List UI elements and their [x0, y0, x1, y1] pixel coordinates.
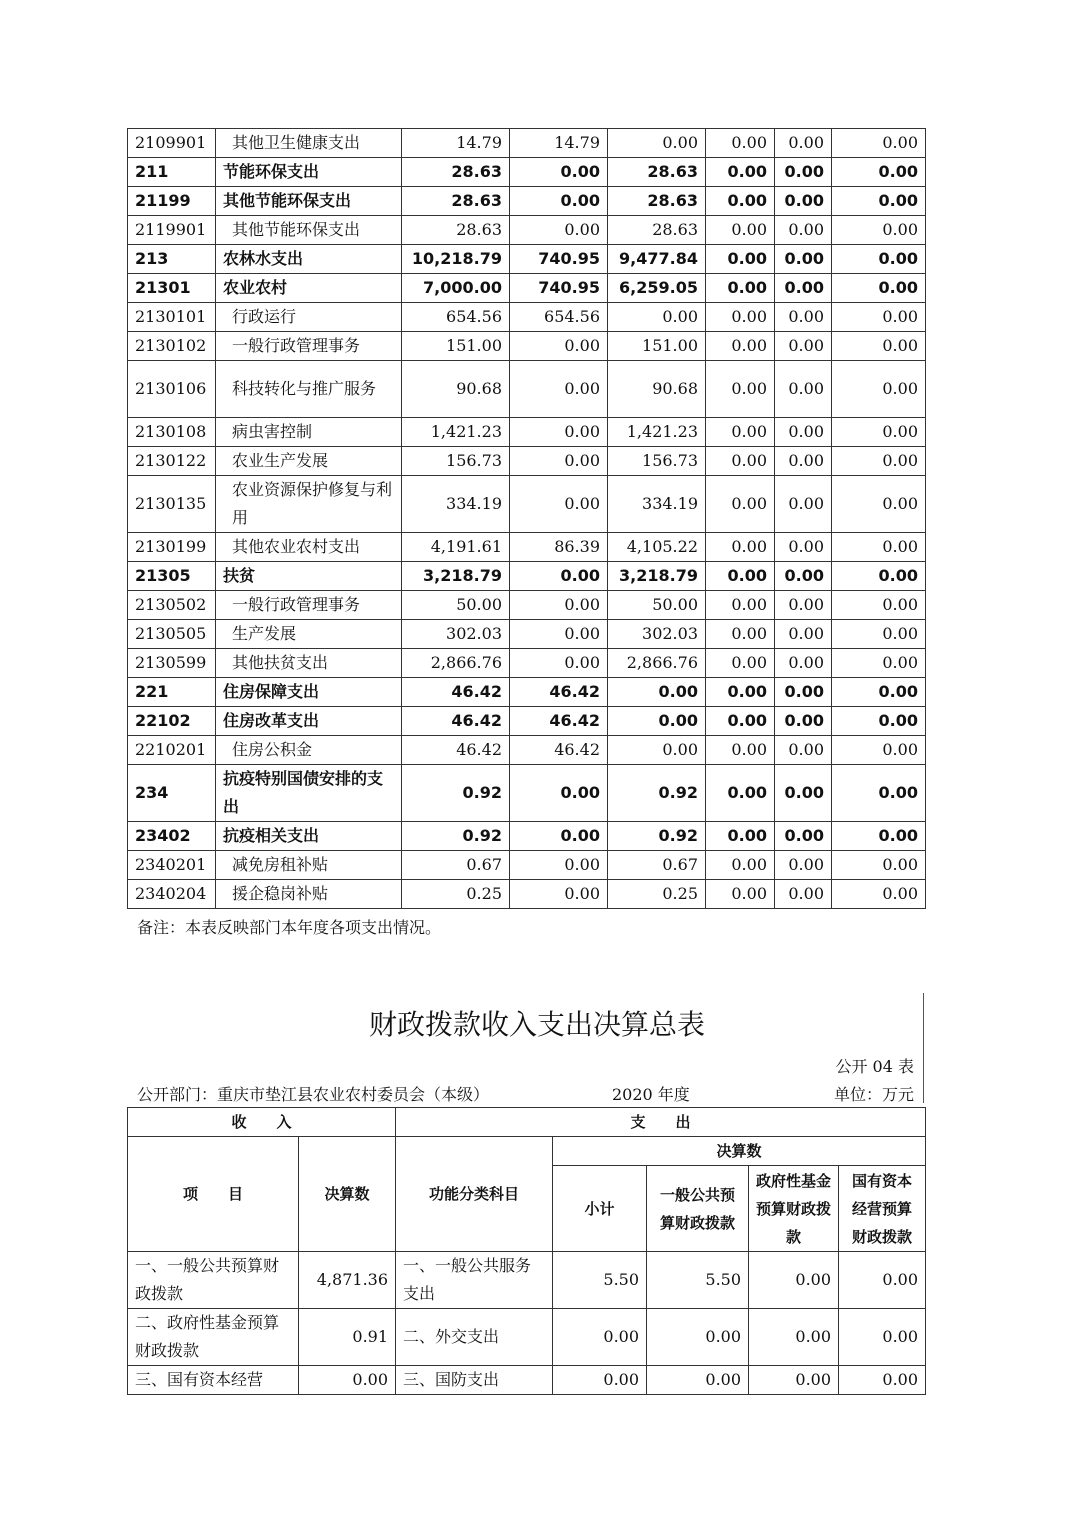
project-cell: 0.00: [608, 736, 706, 765]
project-cell: 90.68: [608, 361, 706, 418]
basic-cell: 0.00: [510, 822, 608, 851]
c6-cell: 0.00: [832, 187, 926, 216]
total-cell: 28.63: [402, 158, 510, 187]
income-amount-cell: 0.00: [299, 1366, 396, 1395]
project-cell: 0.67: [608, 851, 706, 880]
c5-cell: 0.00: [775, 245, 832, 274]
name-cell: 其他扶贫支出: [216, 649, 402, 678]
table-row: [128, 158, 926, 187]
c4-cell: 0.00: [706, 678, 775, 707]
code-cell: 2130106: [128, 361, 216, 418]
code-cell: 234: [128, 765, 216, 822]
c6-cell: 0.00: [832, 822, 926, 851]
gov-fund-cell: 0.00: [749, 1309, 839, 1366]
project-cell: 0.00: [608, 129, 706, 158]
c5-cell: 0.00: [775, 158, 832, 187]
c5-cell: 0.00: [775, 361, 832, 418]
c4-cell: 0.00: [706, 216, 775, 245]
total-cell: 2,866.76: [402, 649, 510, 678]
name-cell: 病虫害控制: [216, 418, 402, 447]
c5-cell: 0.00: [775, 303, 832, 332]
table-row: [128, 620, 926, 649]
final-amount-header: 决算数: [299, 1137, 396, 1252]
project-cell: 0.92: [608, 822, 706, 851]
table-row: [128, 361, 926, 418]
c4-cell: 0.00: [706, 418, 775, 447]
project-cell: 151.00: [608, 332, 706, 361]
c4-cell: 0.00: [706, 707, 775, 736]
subtotal-cell: 5.50: [553, 1252, 647, 1309]
c4-cell: 0.00: [706, 187, 775, 216]
basic-cell: 0.00: [510, 851, 608, 880]
c6-cell: 0.00: [832, 447, 926, 476]
c5-cell: 0.00: [775, 649, 832, 678]
expense-item-cell: 一、一般公共服务支出: [396, 1252, 553, 1309]
total-cell: 3,218.79: [402, 562, 510, 591]
c5-cell: 0.00: [775, 591, 832, 620]
c4-cell: 0.00: [706, 303, 775, 332]
c6-cell: 0.00: [832, 533, 926, 562]
table-row: [128, 245, 926, 274]
code-cell: 22102: [128, 707, 216, 736]
table-row: [128, 562, 926, 591]
table-row: [128, 591, 926, 620]
basic-cell: 0.00: [510, 447, 608, 476]
c6-cell: 0.00: [832, 678, 926, 707]
project-cell: 0.25: [608, 880, 706, 909]
basic-cell: 0.00: [510, 562, 608, 591]
c6-cell: 0.00: [832, 303, 926, 332]
code-cell: 221: [128, 678, 216, 707]
c4-cell: 0.00: [706, 245, 775, 274]
table-row: [128, 274, 926, 303]
state-capital-cell: 0.00: [839, 1252, 926, 1309]
page-title: 财政拨款收入支出决算总表: [368, 1008, 705, 1041]
general-budget-header: 一般公共预算财政拨款: [647, 1166, 749, 1252]
c6-cell: 0.00: [832, 620, 926, 649]
total-cell: 156.73: [402, 447, 510, 476]
total-cell: 50.00: [402, 591, 510, 620]
c5-cell: 0.00: [775, 418, 832, 447]
c6-cell: 0.00: [832, 765, 926, 822]
basic-cell: 654.56: [510, 303, 608, 332]
c5-cell: 0.00: [775, 880, 832, 909]
table-row: [128, 303, 926, 332]
c5-cell: 0.00: [775, 736, 832, 765]
c4-cell: 0.00: [706, 851, 775, 880]
total-cell: 302.03: [402, 620, 510, 649]
name-cell: 扶贫: [216, 562, 402, 591]
code-cell: 23402: [128, 822, 216, 851]
c6-cell: 0.00: [832, 880, 926, 909]
project-cell: 0.00: [608, 303, 706, 332]
total-cell: 4,191.61: [402, 533, 510, 562]
project-cell: 156.73: [608, 447, 706, 476]
expense-detail-table: [127, 128, 926, 909]
c4-cell: 0.00: [706, 332, 775, 361]
income-item-cell: 三、国有资本经营: [128, 1366, 299, 1395]
c5-cell: 0.00: [775, 707, 832, 736]
expense-header: 支 出: [396, 1108, 926, 1137]
total-cell: 46.42: [402, 678, 510, 707]
total-cell: 1,421.23: [402, 418, 510, 447]
project-cell: 334.19: [608, 476, 706, 533]
project-cell: 0.00: [608, 678, 706, 707]
general-budget-cell: 0.00: [647, 1366, 749, 1395]
project-cell: 2,866.76: [608, 649, 706, 678]
project-cell: 3,218.79: [608, 562, 706, 591]
basic-cell: 0.00: [510, 332, 608, 361]
name-cell: 节能环保支出: [216, 158, 402, 187]
name-cell: 援企稳岗补贴: [216, 880, 402, 909]
basic-cell: 740.95: [510, 245, 608, 274]
code-cell: 21305: [128, 562, 216, 591]
name-cell: 其他卫生健康支出: [216, 129, 402, 158]
code-cell: 2130502: [128, 591, 216, 620]
table-row: [128, 1252, 926, 1309]
total-cell: 90.68: [402, 361, 510, 418]
total-cell: 46.42: [402, 736, 510, 765]
code-cell: 2130599: [128, 649, 216, 678]
basic-cell: 0.00: [510, 361, 608, 418]
c4-cell: 0.00: [706, 447, 775, 476]
basic-cell: 0.00: [510, 649, 608, 678]
name-cell: 科技转化与推广服务: [216, 361, 402, 418]
name-cell: 其他农业农村支出: [216, 533, 402, 562]
c6-cell: 0.00: [832, 129, 926, 158]
c6-cell: 0.00: [832, 274, 926, 303]
code-cell: 2340201: [128, 851, 216, 880]
table-row: [128, 765, 926, 822]
name-cell: 一般行政管理事务: [216, 591, 402, 620]
c4-cell: 0.00: [706, 562, 775, 591]
table-row: [128, 332, 926, 361]
name-cell: 农业生产发展: [216, 447, 402, 476]
c6-cell: 0.00: [832, 736, 926, 765]
c6-cell: 0.00: [832, 649, 926, 678]
project-cell: 28.63: [608, 216, 706, 245]
table-note: 备注：本表反映部门本年度各项支出情况。: [137, 918, 442, 937]
c5-cell: 0.00: [775, 620, 832, 649]
code-cell: 213: [128, 245, 216, 274]
table-row: [128, 533, 926, 562]
c4-cell: 0.00: [706, 620, 775, 649]
project-cell: 9,477.84: [608, 245, 706, 274]
c4-cell: 0.00: [706, 649, 775, 678]
code-cell: 2130135: [128, 476, 216, 533]
table-row: [128, 216, 926, 245]
c4-cell: 0.00: [706, 274, 775, 303]
name-cell: 其他节能环保支出: [216, 187, 402, 216]
c4-cell: 0.00: [706, 736, 775, 765]
code-cell: 2210201: [128, 736, 216, 765]
total-cell: 334.19: [402, 476, 510, 533]
subtotal-cell: 0.00: [553, 1309, 647, 1366]
c6-cell: 0.00: [832, 158, 926, 187]
project-cell: 28.63: [608, 158, 706, 187]
general-budget-cell: 5.50: [647, 1252, 749, 1309]
name-cell: 农业农村: [216, 274, 402, 303]
project-cell: 0.92: [608, 765, 706, 822]
basic-cell: 46.42: [510, 707, 608, 736]
c4-cell: 0.00: [706, 129, 775, 158]
c4-cell: 0.00: [706, 158, 775, 187]
c6-cell: 0.00: [832, 707, 926, 736]
basic-cell: 0.00: [510, 216, 608, 245]
project-cell: 0.00: [608, 707, 706, 736]
total-cell: 7,000.00: [402, 274, 510, 303]
department-label: 公开部门：重庆市垫江县农业农村委员会（本级）: [137, 1085, 490, 1104]
c6-cell: 0.00: [832, 562, 926, 591]
c4-cell: 0.00: [706, 822, 775, 851]
basic-cell: 0.00: [510, 880, 608, 909]
name-cell: 抗疫特别国债安排的支出: [216, 765, 402, 822]
table-row: [128, 851, 926, 880]
c5-cell: 0.00: [775, 765, 832, 822]
table-row: [128, 476, 926, 533]
total-cell: 654.56: [402, 303, 510, 332]
code-cell: 2130108: [128, 418, 216, 447]
name-cell: 减免房租补贴: [216, 851, 402, 880]
name-cell: 行政运行: [216, 303, 402, 332]
c5-cell: 0.00: [775, 274, 832, 303]
name-cell: 生产发展: [216, 620, 402, 649]
code-cell: 211: [128, 158, 216, 187]
project-cell: 50.00: [608, 591, 706, 620]
c6-cell: 0.00: [832, 361, 926, 418]
income-amount-cell: 0.91: [299, 1309, 396, 1366]
basic-cell: 0.00: [510, 158, 608, 187]
total-cell: 0.92: [402, 765, 510, 822]
code-cell: 2130122: [128, 447, 216, 476]
c4-cell: 0.00: [706, 591, 775, 620]
code-cell: 2130102: [128, 332, 216, 361]
basic-cell: 740.95: [510, 274, 608, 303]
table-row: [128, 129, 926, 158]
c5-cell: 0.00: [775, 851, 832, 880]
code-cell: 2340204: [128, 880, 216, 909]
table-row: [128, 418, 926, 447]
state-capital-header: 国有资本经营预算财政拨款: [839, 1166, 926, 1252]
total-cell: 14.79: [402, 129, 510, 158]
c5-cell: 0.00: [775, 447, 832, 476]
subtotal-cell: 0.00: [553, 1366, 647, 1395]
c6-cell: 0.00: [832, 418, 926, 447]
basic-cell: 0.00: [510, 418, 608, 447]
income-header: 收 入: [128, 1108, 396, 1137]
table-row: [128, 649, 926, 678]
table-row: [128, 187, 926, 216]
basic-cell: 86.39: [510, 533, 608, 562]
basic-cell: 46.42: [510, 736, 608, 765]
c5-cell: 0.00: [775, 332, 832, 361]
c5-cell: 0.00: [775, 129, 832, 158]
code-cell: 2109901: [128, 129, 216, 158]
total-cell: 10,218.79: [402, 245, 510, 274]
c5-cell: 0.00: [775, 562, 832, 591]
basic-cell: 14.79: [510, 129, 608, 158]
subtotal-header: 小计: [553, 1166, 647, 1252]
gov-fund-cell: 0.00: [749, 1366, 839, 1395]
item-header: 项 目: [128, 1137, 299, 1252]
table-row: [128, 736, 926, 765]
project-cell: 302.03: [608, 620, 706, 649]
project-cell: 4,105.22: [608, 533, 706, 562]
c5-cell: 0.00: [775, 822, 832, 851]
c5-cell: 0.00: [775, 187, 832, 216]
gov-fund-header: 政府性基金预算财政拨款: [749, 1166, 839, 1252]
unit-label: 单位：万元: [833, 1085, 914, 1104]
table-row: [128, 707, 926, 736]
name-cell: 其他节能环保支出: [216, 216, 402, 245]
income-item-cell: 二、政府性基金预算财政拨款: [128, 1309, 299, 1366]
code-cell: 21199: [128, 187, 216, 216]
c6-cell: 0.00: [832, 851, 926, 880]
table-row: [128, 1309, 926, 1366]
table-row: [128, 1366, 926, 1395]
code-cell: 21301: [128, 274, 216, 303]
basic-cell: 0.00: [510, 187, 608, 216]
c6-cell: 0.00: [832, 245, 926, 274]
budget-summary-table: [127, 1107, 926, 1395]
name-cell: 住房改革支出: [216, 707, 402, 736]
code-cell: 2130199: [128, 533, 216, 562]
expense-item-cell: 三、国防支出: [396, 1366, 553, 1395]
c5-cell: 0.00: [775, 216, 832, 245]
project-cell: 6,259.05: [608, 274, 706, 303]
total-cell: 151.00: [402, 332, 510, 361]
code-cell: 2130505: [128, 620, 216, 649]
gov-fund-cell: 0.00: [749, 1252, 839, 1309]
income-amount-cell: 4,871.36: [299, 1252, 396, 1309]
total-cell: 28.63: [402, 187, 510, 216]
func-class-header: 功能分类科目: [396, 1137, 553, 1252]
table-row: [128, 447, 926, 476]
table-code: 公开 04 表: [835, 1057, 914, 1076]
total-cell: 0.92: [402, 822, 510, 851]
table-row: [128, 822, 926, 851]
basic-cell: 0.00: [510, 476, 608, 533]
name-cell: 住房保障支出: [216, 678, 402, 707]
c4-cell: 0.00: [706, 533, 775, 562]
code-cell: 2130101: [128, 303, 216, 332]
total-cell: 0.67: [402, 851, 510, 880]
c5-cell: 0.00: [775, 476, 832, 533]
c5-cell: 0.00: [775, 533, 832, 562]
general-budget-cell: 0.00: [647, 1309, 749, 1366]
basic-cell: 0.00: [510, 620, 608, 649]
c5-cell: 0.00: [775, 678, 832, 707]
total-cell: 46.42: [402, 707, 510, 736]
name-cell: 一般行政管理事务: [216, 332, 402, 361]
state-capital-cell: 0.00: [839, 1366, 926, 1395]
c4-cell: 0.00: [706, 765, 775, 822]
c6-cell: 0.00: [832, 591, 926, 620]
table-row: [128, 678, 926, 707]
basic-cell: 0.00: [510, 591, 608, 620]
project-cell: 28.63: [608, 187, 706, 216]
final-amount-group-header: 决算数: [553, 1137, 926, 1166]
c4-cell: 0.00: [706, 476, 775, 533]
c4-cell: 0.00: [706, 361, 775, 418]
c4-cell: 0.00: [706, 880, 775, 909]
expense-item-cell: 二、外交支出: [396, 1309, 553, 1366]
total-cell: 0.25: [402, 880, 510, 909]
basic-cell: 0.00: [510, 765, 608, 822]
year-label: 2020 年度: [612, 1085, 690, 1104]
project-cell: 1,421.23: [608, 418, 706, 447]
c6-cell: 0.00: [832, 476, 926, 533]
name-cell: 住房公积金: [216, 736, 402, 765]
state-capital-cell: 0.00: [839, 1309, 926, 1366]
code-cell: 2119901: [128, 216, 216, 245]
total-cell: 28.63: [402, 216, 510, 245]
name-cell: 农业资源保护修复与利用: [216, 476, 402, 533]
name-cell: 农林水支出: [216, 245, 402, 274]
c6-cell: 0.00: [832, 332, 926, 361]
table-row: [128, 880, 926, 909]
basic-cell: 46.42: [510, 678, 608, 707]
income-item-cell: 一、一般公共预算财政拨款: [128, 1252, 299, 1309]
name-cell: 抗疫相关支出: [216, 822, 402, 851]
c6-cell: 0.00: [832, 216, 926, 245]
